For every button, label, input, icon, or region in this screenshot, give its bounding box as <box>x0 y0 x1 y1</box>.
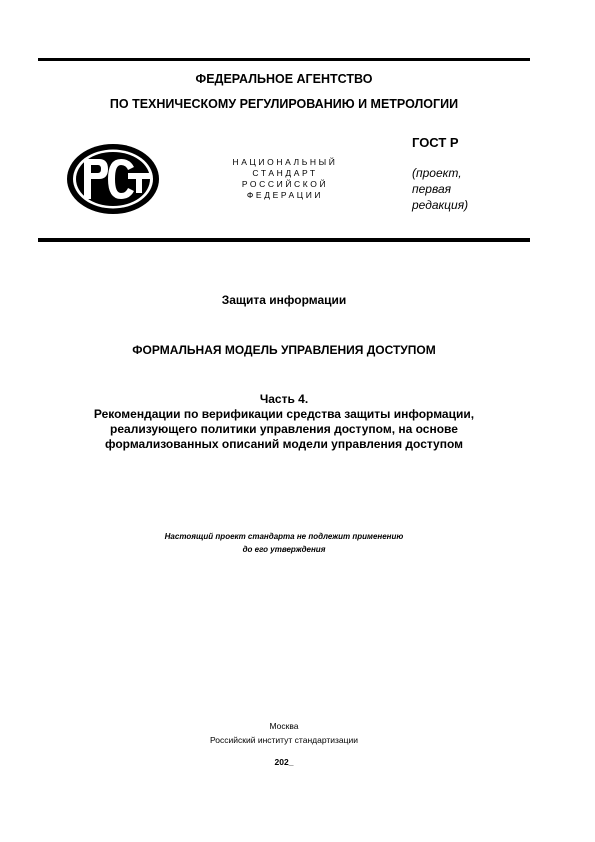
part-title-line-4: формализованных описаний модели управления доступом <box>104 437 464 451</box>
document-title: ФОРМАЛЬНАЯ МОДЕЛЬ УПРАВЛЕНИЯ ДОСТУПОМ <box>132 343 436 357</box>
part-title-line-2: Рекомендации по верификации средства защиты информации, <box>93 407 475 421</box>
publisher-name: Российский институт стандартизации <box>210 735 358 745</box>
draft-note-line-1: (проект, <box>412 166 462 180</box>
national-standard-label <box>200 157 370 201</box>
publication-city: Москва <box>269 721 299 731</box>
part-title-line-3: реализующего политики управления доступом, на основе <box>110 422 458 436</box>
draft-note-line-3: редакция) <box>412 198 469 212</box>
part-title <box>38 392 530 452</box>
document-subject: Защита информации <box>221 293 347 307</box>
disclaimer-line-1: Настоящий проект стандарта не подлежит применению <box>164 532 404 541</box>
draft-disclaimer <box>38 530 530 556</box>
national-standard-line-2: СТАНДАРТ <box>252 168 318 178</box>
bottom-rule <box>38 238 530 242</box>
agency-name-line-1: ФЕДЕРАЛЬНОЕ АГЕНТСТВО <box>195 72 373 86</box>
disclaimer-line-2: до его утверждения <box>242 545 326 554</box>
national-standard-line-4: ФЕДЕРАЦИИ <box>246 190 324 200</box>
draft-note <box>412 165 468 213</box>
national-standard-line-1: НАЦИОНАЛЬНЫЙ <box>232 157 338 167</box>
draft-note-line-2: первая <box>412 182 452 196</box>
standard-designation: ГОСТ Р <box>412 135 459 150</box>
agency-name-line-2: ПО ТЕХНИЧЕСКОМУ РЕГУЛИРОВАНИЮ И МЕТРОЛОГИИ <box>109 97 459 111</box>
national-standard-line-3: РОССИЙСКОЙ <box>241 179 329 189</box>
top-rule <box>38 58 530 61</box>
publication-year: 202_ <box>274 757 294 767</box>
rst-logo-icon <box>66 143 160 215</box>
part-title-line-1: Часть 4. <box>259 392 309 406</box>
